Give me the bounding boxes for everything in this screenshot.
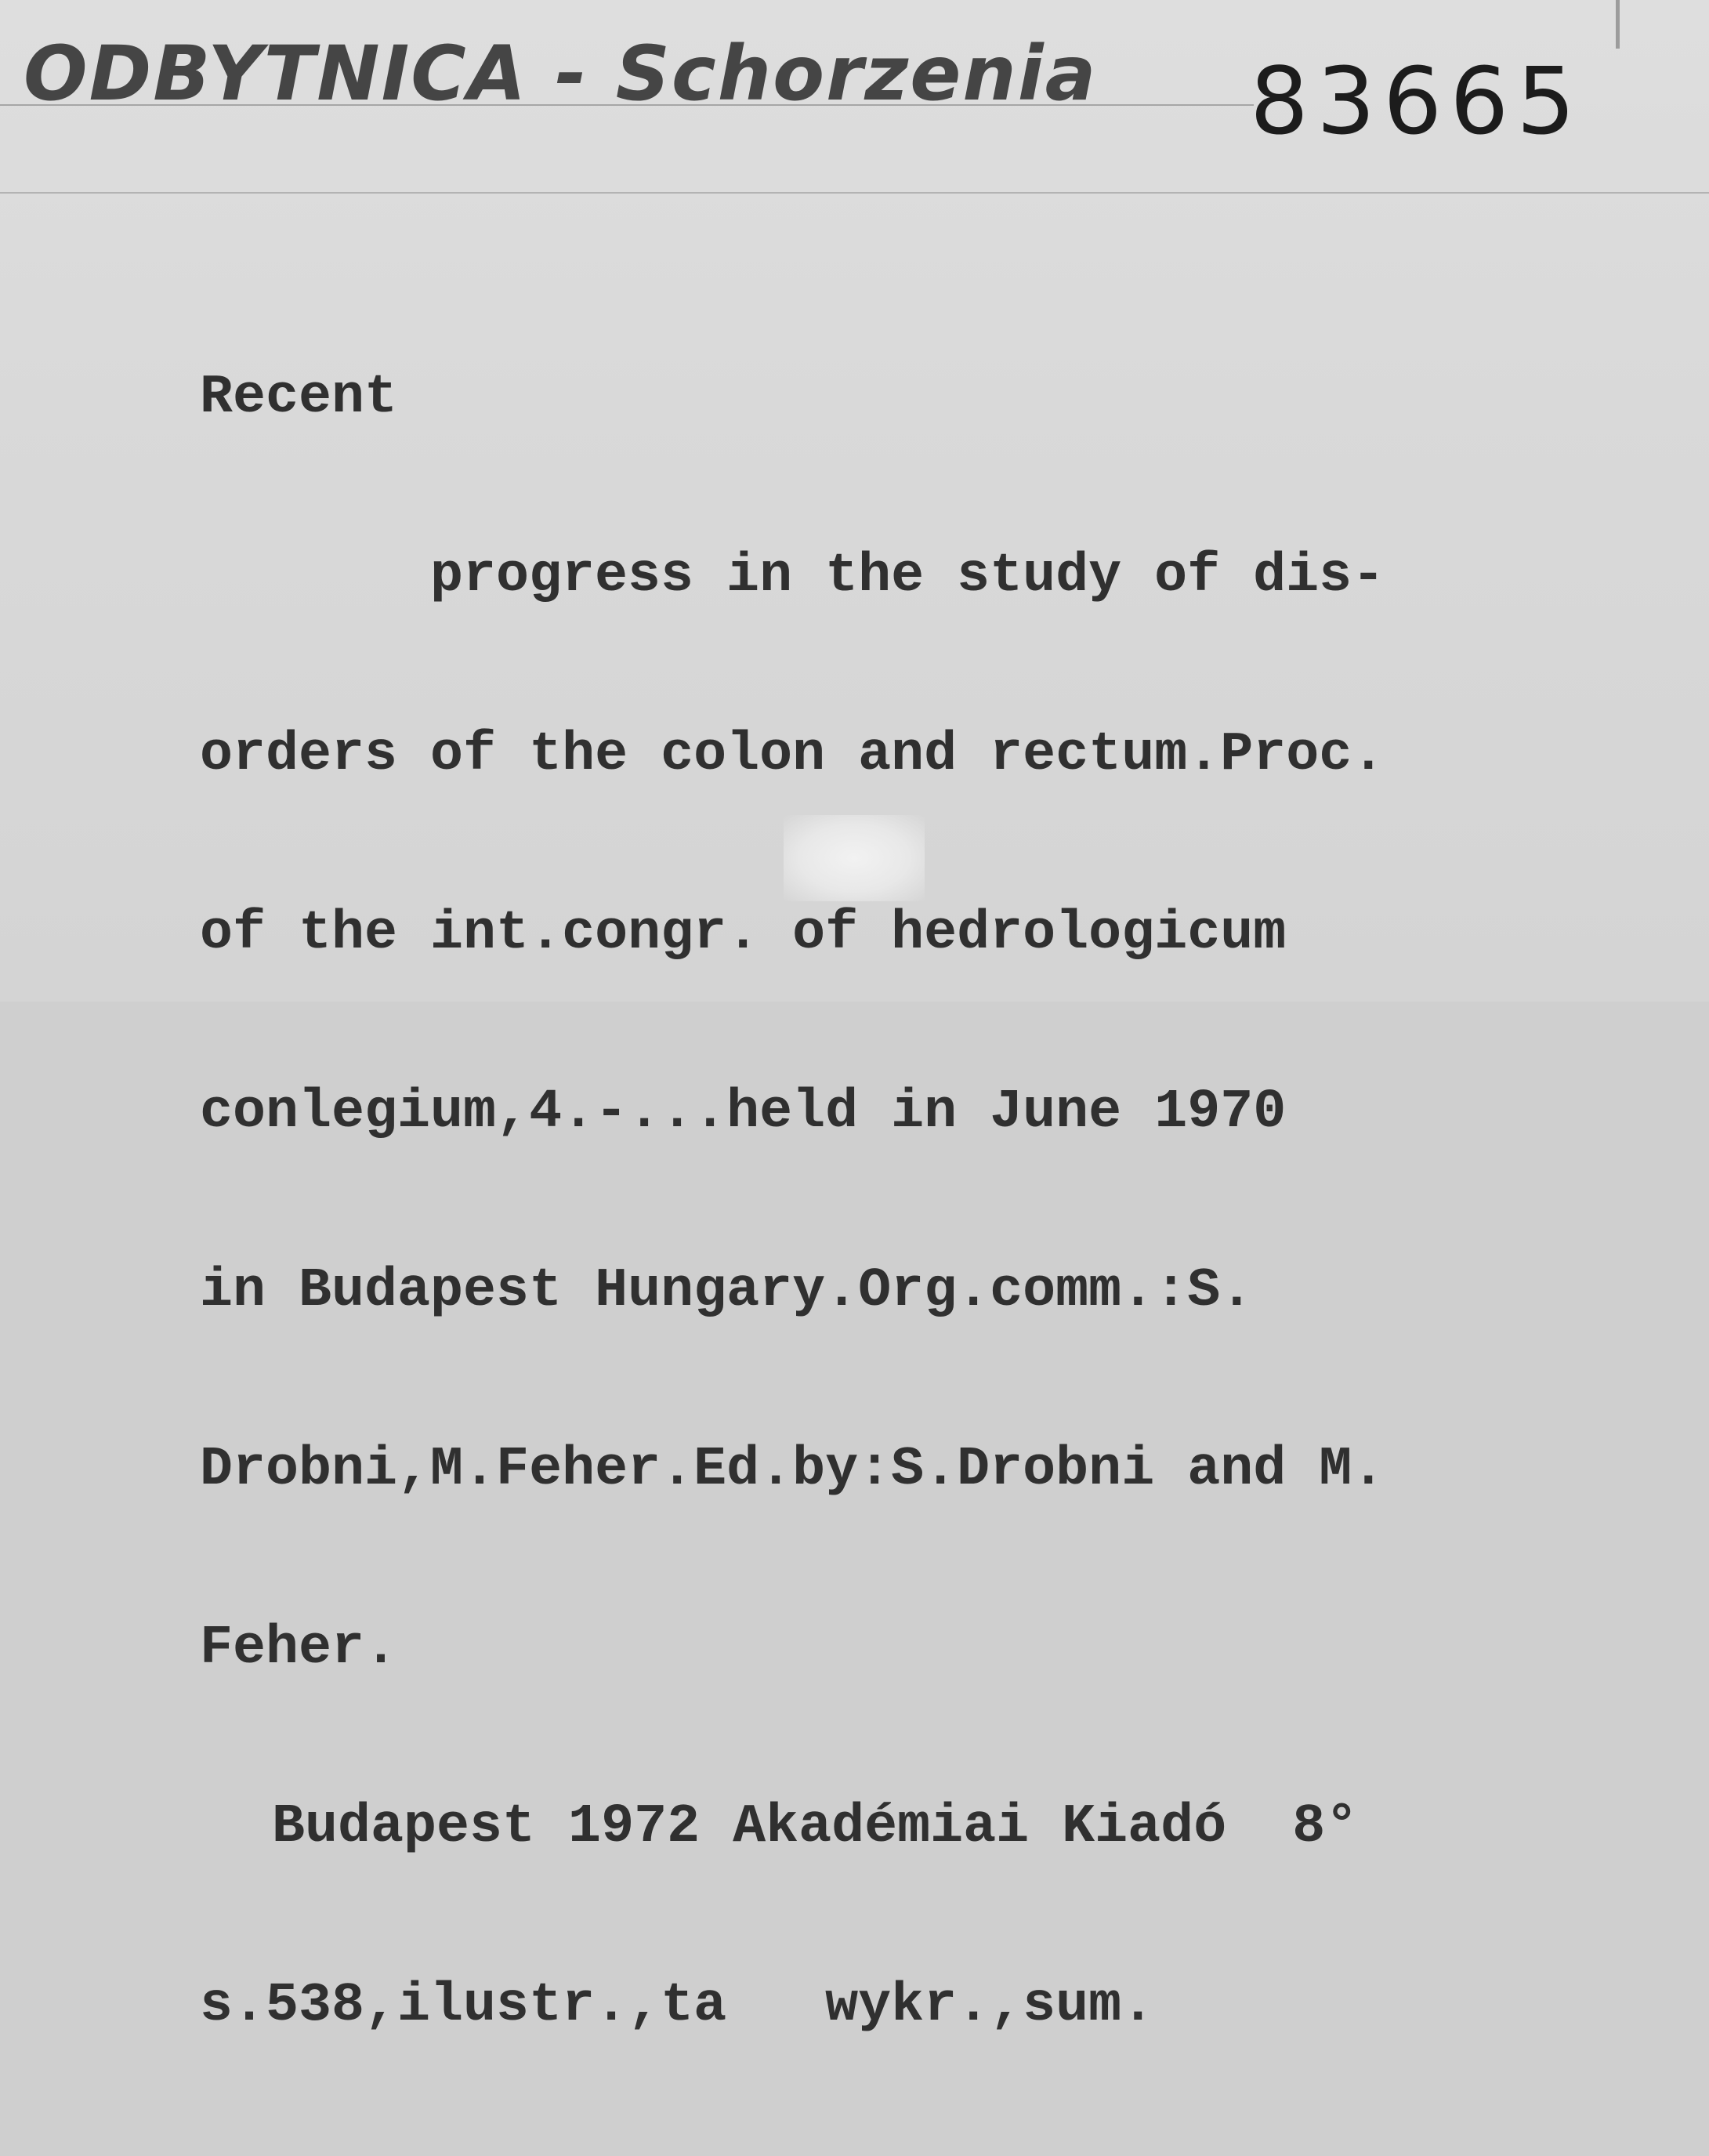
entry-line: of the int.congr. of hedrologicum	[200, 903, 1287, 965]
erasure-blot	[784, 815, 925, 901]
entry-line: Drobni,M.Feher.Ed.by:S.Drobni and M.	[200, 1439, 1385, 1501]
entry-line: progress in the study of dis-	[430, 545, 1385, 607]
entry-line: in Budapest Hungary.Org.comm.:S.	[200, 1260, 1254, 1322]
entry-line: s.538,ilustr.,ta wykr.,sum.	[200, 1975, 1155, 2037]
entry-line: Feher.	[200, 1618, 398, 1680]
entry-line: conlegium,4.-...held in June 1970	[200, 1082, 1287, 1143]
subject-heading: ODBYTNICA - Schorzenia	[24, 30, 1098, 118]
card-number: 83665	[1250, 47, 1584, 155]
bibliographic-entry	[200, 249, 1385, 2155]
ruled-line	[0, 192, 1709, 194]
entry-line: Recent	[200, 367, 398, 429]
entry-line: Budapest 1972 Akadémiai Kiadó 8°	[272, 1796, 1359, 1858]
edge-mark	[1616, 0, 1620, 49]
entry-line: orders of the colon and rectum.Proc.	[200, 724, 1385, 786]
